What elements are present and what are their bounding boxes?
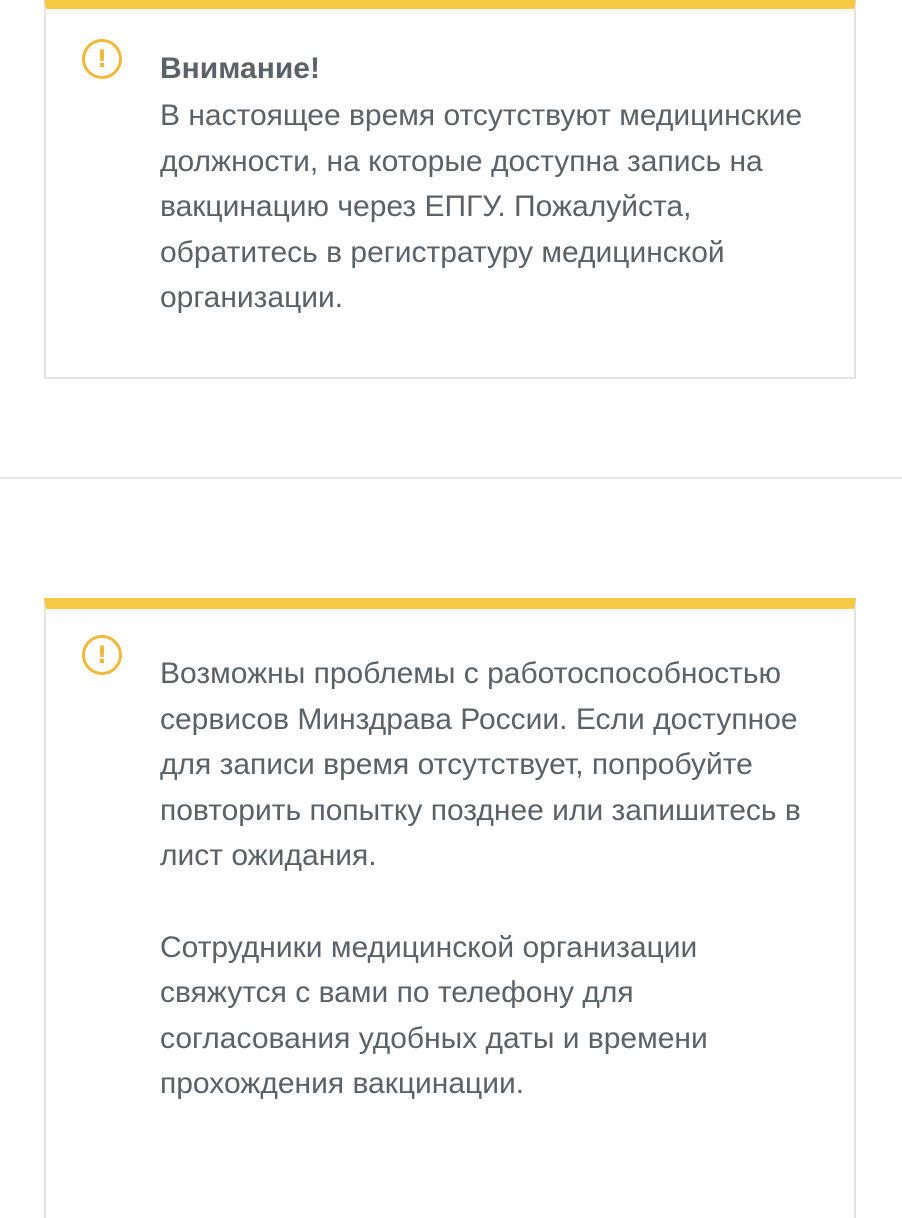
service-problems-alert	[44, 598, 856, 1218]
alert-title: Внимание!	[160, 52, 320, 85]
attention-alert	[44, 0, 856, 379]
alert-content	[160, 49, 814, 321]
alert-message-followup: Сотрудники медицинской организации свяжутся с вами по телефону для согласования удобных даты и времени прохождения вакцинации.	[160, 930, 708, 1100]
exclamation-circle-icon: !	[82, 635, 122, 675]
alert-content	[160, 651, 814, 1107]
section-divider	[0, 477, 902, 479]
alert-message: Возможны проблемы с работоспособностью сервисов Минздрава России. Если доступное для записи время отсутствует, попробуйте повторить попытку позднее или запишитесь в лист ожидания.	[160, 657, 801, 872]
exclamation-circle-icon: !	[82, 39, 122, 79]
alert-message: В настоящее время отсутствуют медицинские должности, на которые доступна запись на вакцинацию через ЕПГУ. Пожалуйста, обратитесь в регистратуру медицинской организации.	[160, 99, 803, 314]
